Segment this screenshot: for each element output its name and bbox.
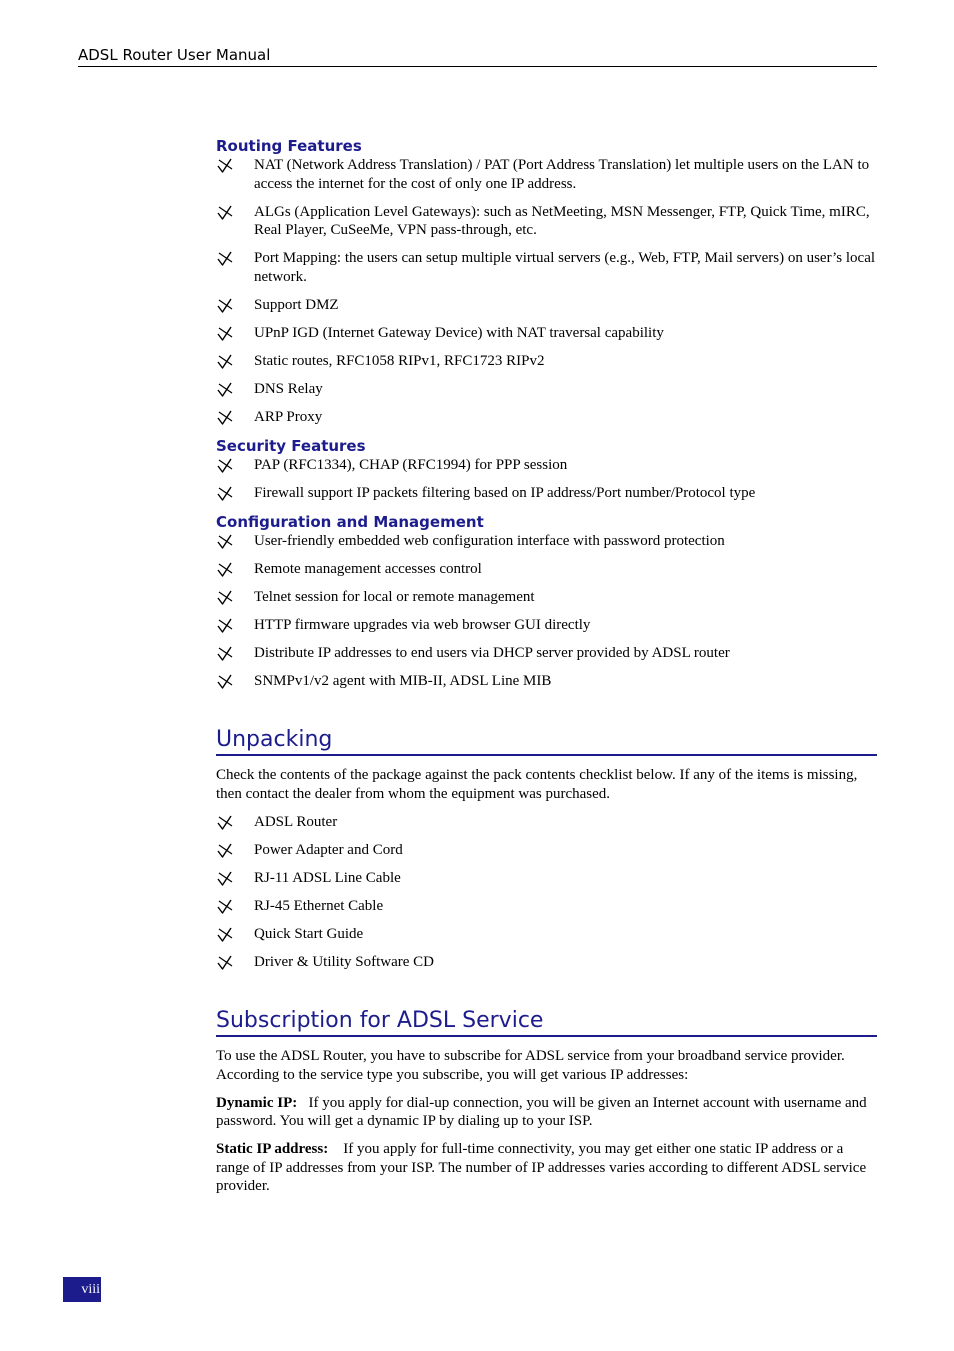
subscription-intro: To use the ADSL Router, you have to subscribe for ADSL service from your broadband service provider. According to the service type you subscribe, you will get various IP addresses: (216, 1048, 845, 1083)
checkmark-slash-icon (216, 870, 233, 887)
checkmark-slash-icon (216, 204, 233, 221)
configuration-management-heading: Configuration and Management (216, 512, 484, 531)
list-item-text: Static routes, RFC1058 RIPv1, RFC1723 RIPv2 (254, 352, 545, 369)
list-item (216, 380, 877, 399)
list-item (216, 408, 877, 427)
checkmark-slash-icon (216, 325, 233, 342)
unpacking-intro: Check the contents of the package against the pack contents checklist below. If any of the items is missing, then contact the dealer from whom the equipment was purchased. (216, 767, 858, 802)
list-item (216, 324, 877, 343)
list-item (216, 560, 877, 579)
list-item (216, 296, 877, 315)
list-item (216, 841, 877, 860)
list-item-text: Port Mapping: the users can setup multiple virtual servers (e.g., Web, FTP, Mail servers) on user’s local network. (254, 250, 876, 285)
list-item-text: Remote management accesses control (254, 560, 482, 577)
checkmark-slash-icon (216, 617, 233, 634)
checkmark-slash-icon (216, 353, 233, 370)
checkmark-slash-icon (216, 645, 233, 662)
list-item (216, 897, 877, 916)
list-item (216, 484, 877, 503)
routing-features-heading: Routing Features (216, 137, 362, 155)
subscription-title: Subscription for ADSL Service (216, 1007, 877, 1037)
list-item-text: Support DMZ (254, 296, 339, 313)
running-header: ADSL Router User Manual (78, 45, 877, 67)
list-item-text: Quick Start Guide (254, 925, 364, 942)
list-item-text: UPnP IGD (Internet Gateway Device) with NAT traversal capability (254, 324, 664, 341)
dynamic-ip-text: If you apply for dial-up connection, you will be given an Internet account with username and password. You will get a dynamic IP by dialing up to your ISP. (216, 1094, 867, 1129)
checkmark-slash-icon (216, 673, 233, 690)
checkmark-slash-icon (216, 926, 233, 943)
security-features-heading: Security Features (216, 436, 366, 455)
list-item (216, 532, 877, 551)
checkmark-slash-icon (216, 533, 233, 550)
checkmark-slash-icon (216, 561, 233, 578)
list-item-text: ADSL Router (254, 813, 338, 830)
list-item-text: NAT (Network Address Translation) / PAT (Port Address Translation) let multiple users on the LAN to access the internet for the cost of only one IP address. (254, 157, 870, 192)
list-item-text: Telnet session for local or remote management (254, 588, 535, 605)
list-item (216, 869, 877, 888)
list-item-text: DNS Relay (254, 380, 323, 397)
page-number: viii (63, 1277, 101, 1302)
checkmark-slash-icon (216, 297, 233, 314)
list-item-text: RJ-45 Ethernet Cable (254, 897, 384, 914)
list-item (216, 249, 877, 286)
configuration-management-list (216, 532, 877, 691)
static-ip-label: Static IP address: (216, 1141, 329, 1157)
list-item-text: Driver & Utility Software CD (254, 953, 434, 970)
static-ip-paragraph (216, 1140, 877, 1196)
list-item-text: Distribute IP addresses to end users via DHCP server provided by ADSL router (254, 644, 730, 661)
list-item (216, 456, 877, 475)
checkmark-slash-icon (216, 842, 233, 859)
checkmark-slash-icon (216, 157, 233, 174)
list-item-text: RJ-11 ADSL Line Cable (254, 869, 401, 886)
list-item-text: Power Adapter and Cord (254, 841, 403, 858)
checkmark-slash-icon (216, 898, 233, 915)
list-item (216, 644, 877, 663)
list-item-text: SNMPv1/v2 agent with MIB-II, ADSL Line MIB (254, 672, 552, 689)
checkmark-slash-icon (216, 409, 233, 426)
checkmark-slash-icon (216, 250, 233, 267)
list-item-text: ARP Proxy (254, 408, 323, 425)
page-content (216, 136, 877, 1205)
unpacking-title: Unpacking (216, 726, 877, 756)
list-item (216, 616, 877, 635)
dynamic-ip-paragraph (216, 1094, 877, 1131)
list-item-text: Firewall support IP packets filtering based on IP address/Port number/Protocol type (254, 484, 756, 501)
list-item-text: PAP (RFC1334), CHAP (RFC1994) for PPP session (254, 456, 568, 473)
list-item (216, 588, 877, 607)
checkmark-slash-icon (216, 381, 233, 398)
list-item (216, 203, 877, 240)
checkmark-slash-icon (216, 457, 233, 474)
list-item (216, 672, 877, 691)
list-item-text: User-friendly embedded web configuration interface with password protection (254, 532, 725, 549)
list-item (216, 953, 877, 972)
list-item (216, 925, 877, 944)
dynamic-ip-label: Dynamic IP: (216, 1094, 298, 1111)
static-ip-text: If you apply for full-time connectivity, you may get either one static IP address or a range of IP addresses from your ISP. The number of IP addresses varies according to different ADSL service provider. (216, 1141, 867, 1194)
checkmark-slash-icon (216, 589, 233, 606)
list-item (216, 352, 877, 371)
checkmark-slash-icon (216, 814, 233, 831)
list-item (216, 813, 877, 832)
checkmark-slash-icon (216, 485, 233, 502)
list-item-text: HTTP firmware upgrades via web browser GUI directly (254, 616, 591, 633)
security-features-list (216, 456, 877, 503)
list-item (216, 156, 877, 193)
checkmark-slash-icon (216, 954, 233, 971)
routing-features-list (216, 156, 877, 426)
list-item-text: ALGs (Application Level Gateways): such as NetMeeting, MSN Messenger, FTP, Quick Time, mIRC, Real Player, CuSeeMe, VPN pass-through, etc. (254, 203, 870, 238)
unpacking-list (216, 813, 877, 972)
